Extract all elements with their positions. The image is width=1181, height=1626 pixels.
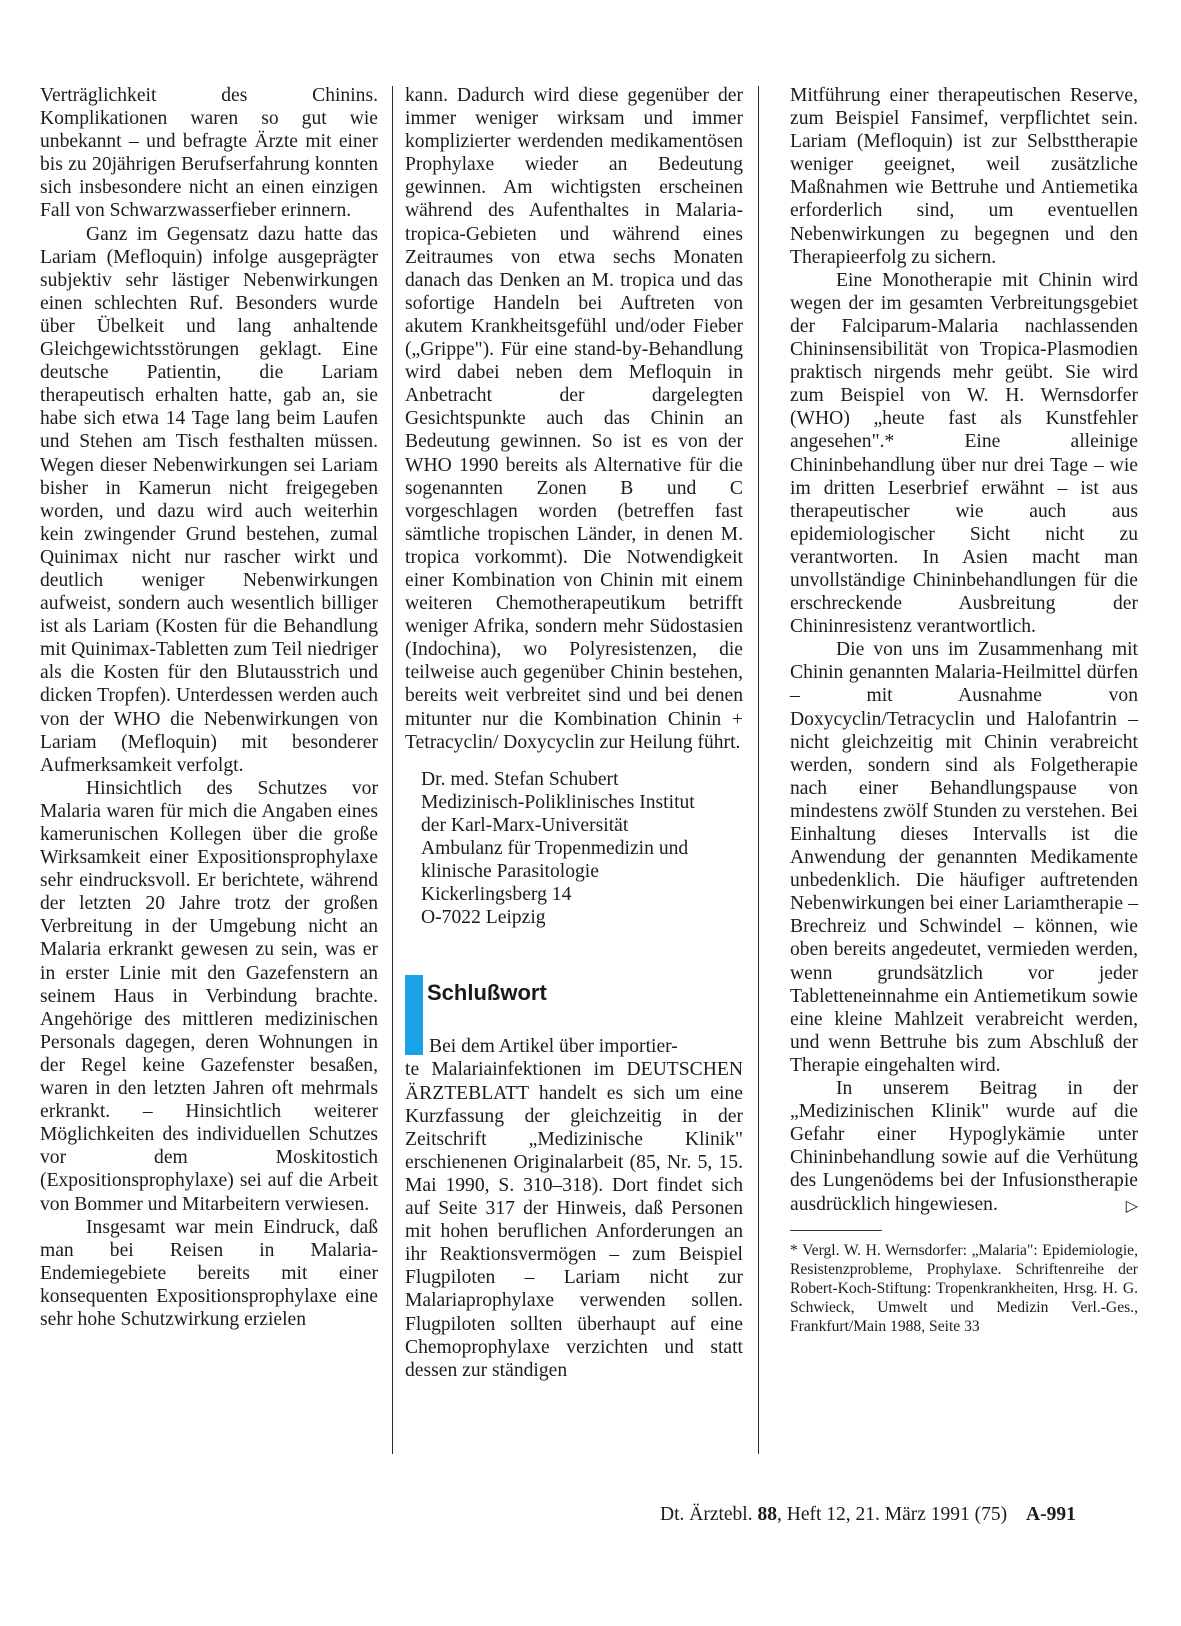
section-color-bar	[405, 975, 423, 1055]
paragraph: Insgesamt war mein Eindruck, daß man bei Reisen in Malaria-Endemiegebiete bereits mit einer konsequenten Expositionsprophylaxe eine sehr hohe Schutzwirkung erzielen	[40, 1216, 378, 1330]
section-header	[405, 975, 743, 1055]
signature-line: Dr. med. Stefan Schubert	[421, 768, 619, 790]
paragraph-text: In unserem Beitrag in der „Medizinischen Klinik" wurde auf die Gefahr einer Hypoglykämie unter Chininbehandlung sowie auf die Verhütung des Lungenödems bei der Infusionstherapie ausdrücklich hingewiesen.	[790, 1078, 1138, 1215]
page-number: A-991	[1026, 1504, 1076, 1525]
paragraph: Eine Monotherapie mit Chinin wird wegen der im gesamten Verbreitungsgebiet der Falciparum-Malaria nachlassenden Chininsensibilität von Tropica-Plasmodien praktisch nirgends mehr geübt. Sie wird zum Beispiel von W. H. Wernsdorfer (WHO) „heute fast als Kunstfehler angesehen".* Eine alleinige Chininbehandlung über nur drei Tage – wie im dritten Leserbrief erwähnt – ist aus therapeutischer wie auch aus epidemiologischer Sicht nicht zu verantworten. In Asien macht man unvollständige Chininbehandlungen für die erschreckende Ausbreitung der Chininresistenz verantwortlich.	[790, 269, 1138, 638]
section-body	[405, 1035, 743, 1381]
section-title: Schlußwort	[427, 980, 547, 1006]
signature-line: Medizinisch-Poliklinisches Institut	[421, 791, 695, 813]
column-2	[405, 84, 743, 1382]
continue-arrow-icon: ▷	[1125, 1197, 1138, 1215]
section-first-line: Bei dem Artikel über importier-	[429, 1036, 678, 1058]
paragraph: Ganz im Gegensatz dazu hatte das Lariam (Mefloquin) infolge ausgeprägter subjektiv sehr lästiger Nebenwirkungen einen schlechten Ruf. Besonders wurde über Übelkeit und lang anhaltende Gleichgewichtsstörungen geklagt. Eine deutsche Patientin, die Lariam therapeutisch erhalten hatte, gab an, sie habe sich etwa 14 Tage lang beim Laufen und Stehen am Tisch festhalten müssen. Wegen dieser Nebenwirkungen sei Lariam bisher in Kamerun nicht freigegeben worden, und dazu wird auch weiterhin kein zwingender Grund bestehen, zumal Quinimax nicht nur rascher wirkt und deutlich weniger Nebenwirkungen aufweist, sondern auch wesentlich billiger ist als Lariam (Kosten für die Behandlung mit Quinimax-Tabletten zum Teil niedriger als die Kosten für den Blutausstrich und dicken Tropfen). Unterdessen werden auch von der WHO die Nebenwirkungen von Lariam (Mefloquin) mit besonderer Aufmerksamkeit verfolgt.	[40, 223, 378, 776]
journal-name: Dt. Ärztebl.	[660, 1504, 753, 1525]
footnote-rule	[790, 1230, 882, 1231]
paragraph: Die von uns im Zusammenhang mit Chinin genannten Malaria-Heilmittel dürfen – mit Ausnahme von Doxycyclin/Tetracyclin und Halofantrin – nicht gleichzeitig mit Chinin verabreicht werden, sondern sind als Folgetherapie nach einer Behandlungspause von mindestens zwölf Stunden zu verstehen. Bei Einhaltung dieses Intervalls ist die Anwendung der genannten Medikamente unbedenklich. Die häufiger auftretenden Nebenwirkungen bei einer Lariamtherapie – Brechreiz und Schwindel – können, wie oben bereits angedeutet, vermieden werden, wenn grundsätzlich vor jeder Tabletteneinnahme ein Antiemetikum sowie eine kleine Mahlzeit verabreicht werden, und wenn Bettruhe bis zum Abschluß der Therapie eingehalten wird.	[790, 639, 1138, 1076]
column-divider	[392, 86, 393, 1454]
journal-volume: 88	[757, 1504, 777, 1525]
issue-details: , Heft 12, 21. März 1991 (75)	[776, 1504, 1008, 1525]
column-divider	[758, 86, 759, 1454]
closing-section	[405, 975, 743, 1381]
paragraph: kann. Dadurch wird diese gegenüber der immer weniger wirksam und immer komplizierter werdenden medikamentösen Prophylaxe wieder an Bedeutung gewinnen. Am wichtigsten erscheinen während des Aufenthaltes in Malaria-tropica-Gebieten und während eines Zeitraumes von etwa sechs Monaten danach das Denken an M. tropica und das sofortige Handeln bei Auftreten von akutem Krankheitsgefühl und/oder Fieber („Grippe"). Für eine stand-by-Behandlung wird dabei neben dem Mefloquin in Anbetracht der dargelegten Gesichtspunkte auch das Chinin an Bedeutung gewinnen. So ist es von der WHO 1990 bereits als Alternative für die sogenannten Zonen B und C vorgeschlagen worden (betreffen fast sämtliche tropischen Länder, in denen M. tropica vorkommt). Die Notwendigkeit einer Kombination von Chinin mit einem weiteren Chemotherapeutikum betrifft weniger Afrika, sondern mehr Südostasien (Indochina), wo Polyresistenzen, die teilweise auch gegenüber Chinin bestehen, bereits weit verbreitet sind und bei denen mitunter nur die Kombination Chinin + Tetracyclin/ Doxycyclin zur Heilung führt.	[405, 85, 743, 753]
author-signature	[405, 768, 743, 930]
paragraph: Mitführung einer therapeutischen Reserve, zum Beispiel Fansimef, verpflichtet sein. Lariam (Mefloquin) ist zur Selbsttherapie weniger geeignet, weil zusätzliche Maßnahmen wie Bettruhe und Antiemetika erforderlich sind, um eventuellen Nebenwirkungen zu begegnen und den Therapieerfolg zu sichern.	[790, 85, 1138, 268]
signature-line: Ambulanz für Tropenmedizin und	[421, 838, 689, 859]
signature-line: der Karl-Marx-Universität	[421, 814, 629, 836]
paragraph: Hinsichtlich des Schutzes vor Malaria waren für mich die Angaben eines kamerunischen Kollegen über die große Wirksamkeit einer Expositionsprophylaxe sehr eindrucksvoll. Er berichtete, während der letzten 20 Jahre trotz der großen Verbreitung in der Umgebung nicht an Malaria erkrankt gewesen zu sein, was er in erster Linie mit den Gazefenstern an seinem Haus in Verbindung brachte. Angehörige des mittleren medizinischen Personals dagegen, deren Wohnungen in der Regel keine Gazefenster besaßen, waren in den letzten Jahren oft mehrmals erkrankt. – Hinsichtlich weiterer Möglichkeiten des individuellen Schutzes vor dem Moskitostich (Expositionsprophylaxe) sei auf die Arbeit von Bommer und Mitarbeitern verwiesen.	[40, 777, 378, 1215]
footnote: * Vergl. W. H. Wernsdorfer: „Malaria": Epidemiologie, Resistenzprobleme, Prophylaxe. Schriftenreihe der Robert-Koch-Stiftung: Tropenkrankheiten, Hrsg. H. G. Schwieck, Umwelt und Medizin Verl.-Ges., Frankfurt/Main 1988, Seite 33	[790, 1241, 1138, 1335]
signature-line: O-7022 Leipzig	[421, 907, 546, 929]
paragraph: te Malariainfektionen im DEUTSCHEN ÄRZTEBLATT handelt es sich um eine Kurzfassung der gleichzeitig in der Zeitschrift „Medizinische Klinik" erschienenen Originalarbeit (85, Nr. 5, 15. Mai 1990, S. 310–318). Dort findet sich auf Seite 317 der Hinweis, daß Personen mit hohen beruflichen Anforderungen an ihr Reaktionsvermögen – zum Beispiel Flugpiloten – Lariam nicht zur Malariaprophylaxe verwenden sollen. Flugpiloten sollten überhaupt auf eine Chemoprophylaxe verzichten und statt dessen zur ständigen	[405, 1059, 743, 1381]
column-3	[790, 84, 1138, 1336]
paragraph: Verträglichkeit des Chinins. Komplikationen waren so gut wie unbekannt – und befragte Ärzte mit einer bis zu 20jährigen Berufserfahrung konnten sich insbesondere nicht an einen einzigen Fall von Schwarzwasserfieber erinnern.	[40, 85, 378, 222]
signature-line: klinische Parasitologie	[421, 861, 599, 883]
signature-line: Kickerlingsberg 14	[421, 884, 572, 906]
paragraph	[790, 1077, 1138, 1216]
column-1	[40, 84, 378, 1331]
page-footer	[660, 1504, 1150, 1526]
